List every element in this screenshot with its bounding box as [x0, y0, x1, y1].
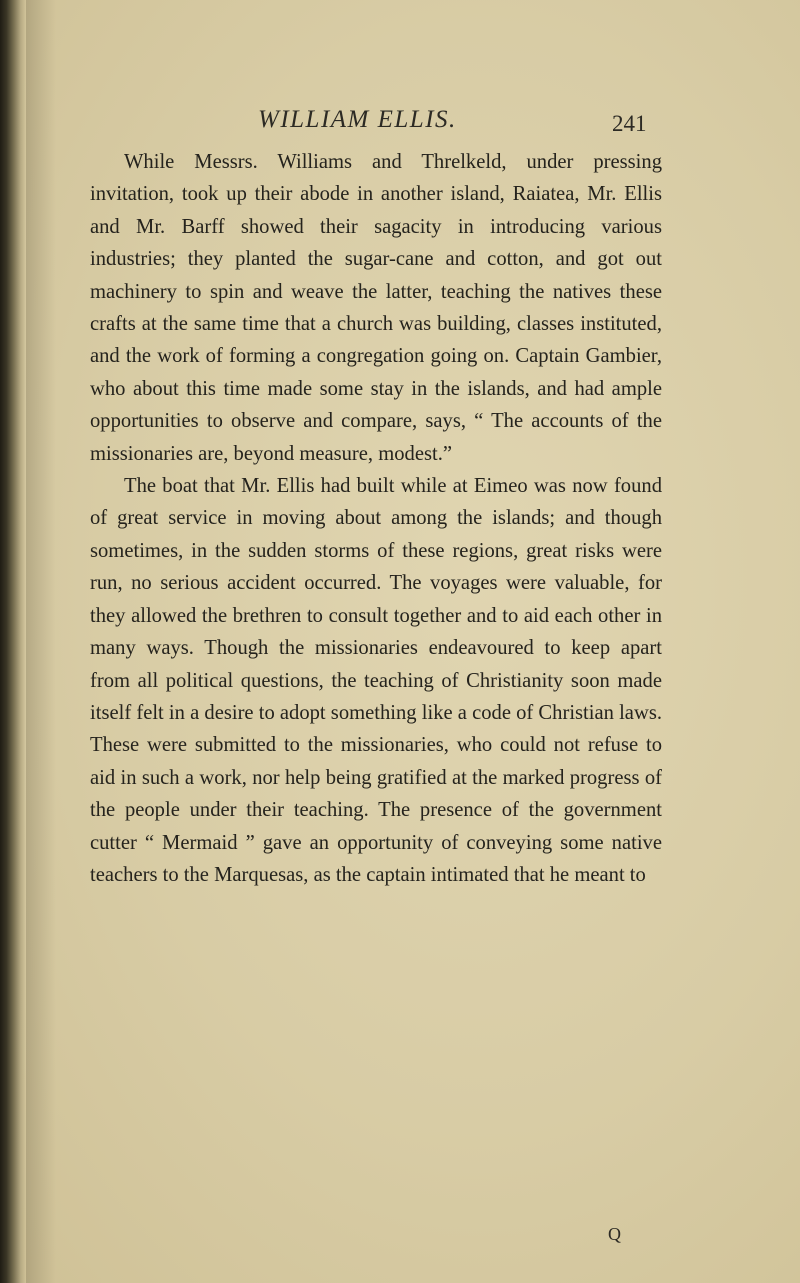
page-number: 241 — [612, 111, 647, 136]
gutter-shadow — [26, 0, 56, 1283]
running-title: WILLIAM ELLIS. — [258, 106, 457, 133]
signature-mark: Q — [608, 1224, 621, 1244]
paragraph-1: While Messrs. Williams and Threlkeld, under pressing invitation, took up their abode in another island, Raiatea, Mr. Ellis and Mr. Barff showed their sagacity in introducing various industries; they planted the sugar-cane and cotton, and got out machinery to spin and weave the latter, teaching the natives these crafts at the same time that a church was building, classes instituted, and the work of forming a congregation going on. Captain Gambier, who about this time made some stay in the islands, and had ample opportunities to observe and compare, says, “ The accounts of the missionaries are, beyond measure, modest.” — [90, 151, 662, 465]
binding-gutter — [0, 0, 26, 1283]
body-text — [90, 146, 662, 891]
paragraph-2: The boat that Mr. Ellis had built while at Eimeo was now found of great service in moving about among the islands; and though sometimes, in the sudden storms of these regions, great risks were run, no serious accident occurred. The voyages were valuable, for they allowed the brethren to consult together and to aid each other in many ways. Though the missionaries endeavoured to keep apart from all political questions, the teaching of Christianity soon made itself felt in a desire to adopt something like a code of Christian laws. These were submitted to the missionaries, who could not refuse to aid in such a work, nor help being gratified at the marked progress of the people under their teaching. The presence of the government cutter “ Mermaid ” gave an opportunity of conveying some native teachers to the Marquesas, as the captain intimated that he meant to — [90, 475, 662, 886]
running-head — [0, 106, 800, 146]
